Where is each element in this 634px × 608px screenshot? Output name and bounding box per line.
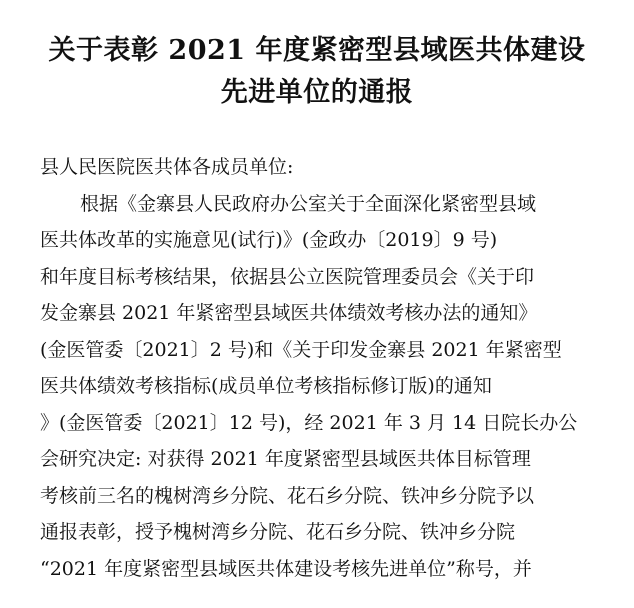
body-line-7: 》(金医管委〔2021〕12 号)，经 2021 年 3 月 14 日院长办公: [40, 412, 578, 434]
body-line-9: 考核前三名的槐树湾乡分院、花石乡分院、铁冲乡分院予以: [40, 485, 535, 507]
body-line-5: (金医管委〔2021〕2 号)和《关于印发金寨县 2021 年紧密型: [40, 339, 562, 361]
body-line-2: 医共体改革的实施意见(试行)》(金政办〔2019〕9 号): [40, 229, 498, 251]
document-title-line-1: 关于表彰 2021 年度紧密型县域医共体建设: [48, 35, 586, 66]
body-line-11: “2021 年度紧密型县域医共体建设考核先进单位”称号，并: [40, 558, 532, 580]
body-line-10: 通报表彰，授予槐树湾乡分院、花石乡分院、铁冲乡分院: [40, 521, 516, 543]
salutation: 县人民医院医共体各成员单位:: [40, 156, 294, 178]
document-title-line-2: 先进单位的通报: [220, 77, 414, 108]
body-line-6: 医共体绩效考核指标(成员单位考核指标修订版)的通知: [40, 375, 492, 397]
body-line-4: 发金寨县 2021 年紧密型县域医共体绩效考核办法的通知》: [40, 302, 538, 324]
body-line-1: 根据《金寨县人民政府办公室关于全面深化紧密型县域: [80, 193, 537, 215]
body-line-8: 会研究决定: 对获得 2021 年度紧密型县域医共体目标管理: [40, 448, 531, 470]
body-line-3: 和年度目标考核结果，依据县公立医院管理委员会《关于印: [40, 266, 535, 288]
